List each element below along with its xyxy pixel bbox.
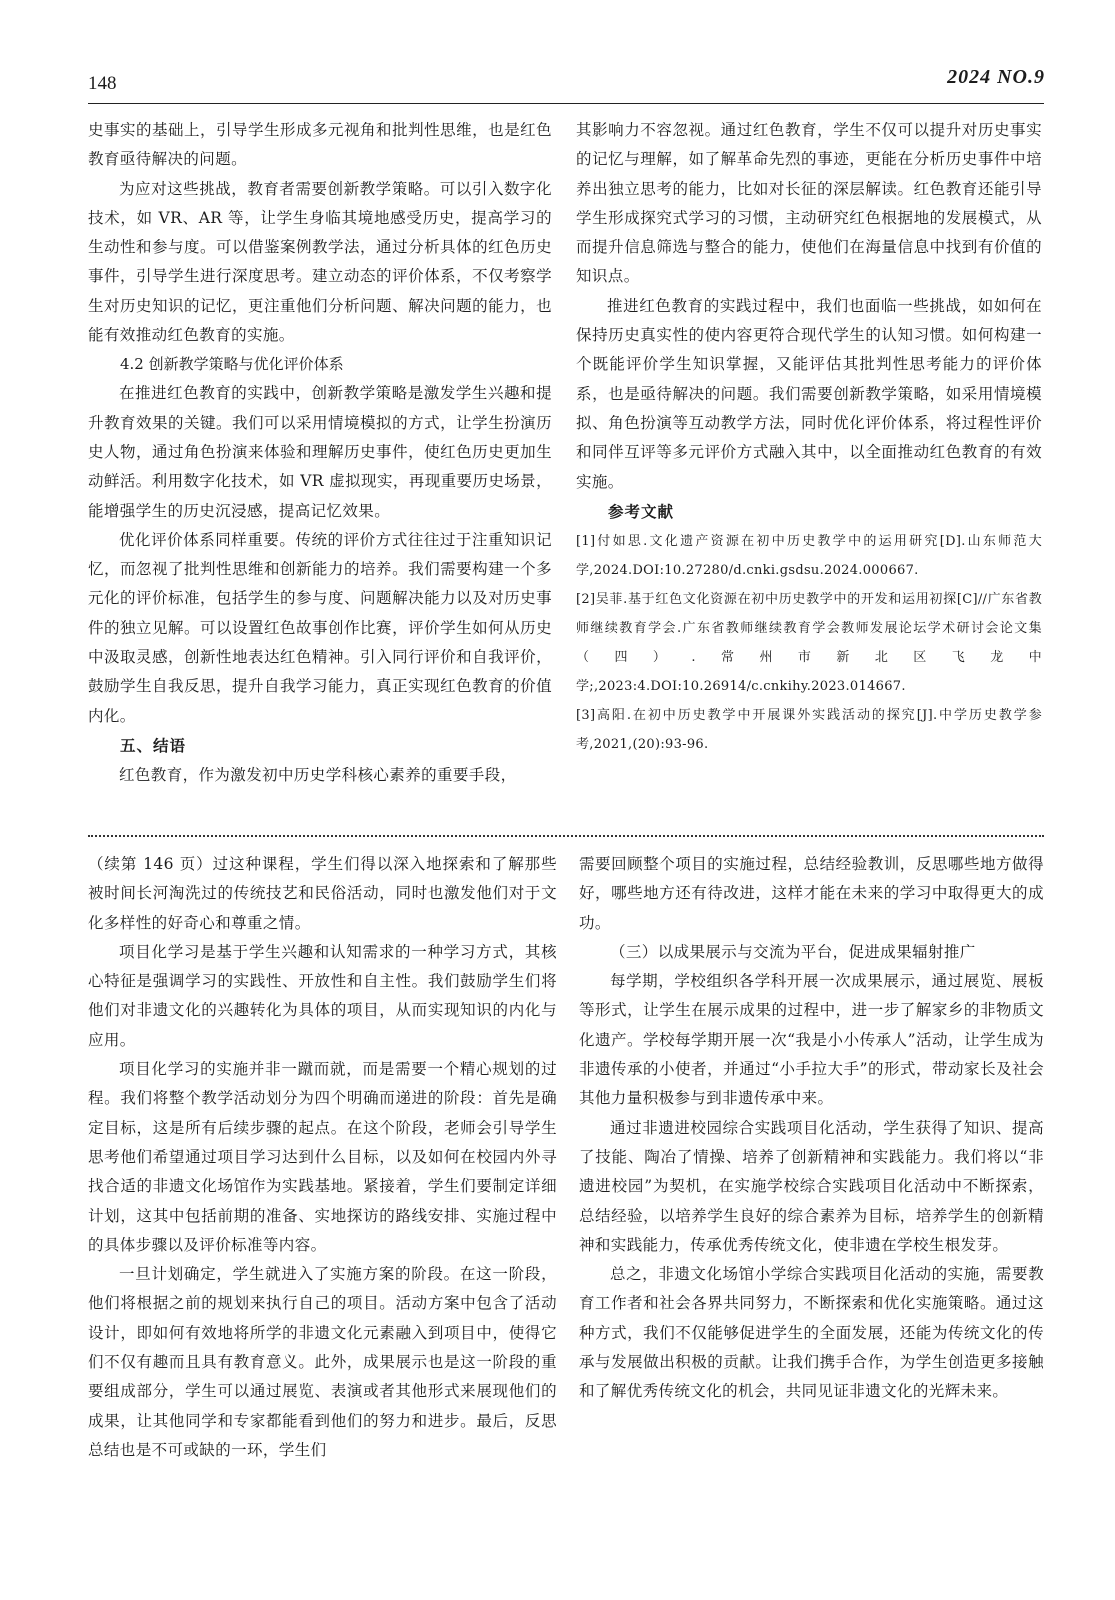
paragraph: 通过非遗进校园综合实践项目化活动，学生获得了知识、提高了技能、陶冶了情操、培养了创新精神和实践能力。我们将以“非遗进校园”为契机，在实施学校综合实践项目化活动中不断探索，总结经验，以培养学生良好的综合素养为目标，培养学生的创新精神和实践能力，传承优秀传统文化，使非遗在学校生根发芽。 — [579, 1118, 1044, 1254]
reference-item: [1]付如思.文化遗产资源在初中历史教学中的运用研究[D].山东师范大学,2024.DOI:10.27280/d.cnki.gsdsu.2024.000667. — [576, 533, 1042, 578]
subsection-heading: （三）以成果展示与交流为平台，促进成果辐射推广 — [610, 942, 976, 961]
page-number: 148 — [88, 73, 117, 94]
paragraph: （续第 146 页）过这种课程，学生们得以深入地探索和了解那些被时间长河淘洗过的传统技艺和民俗活动，同时也激发他们对于文化多样性的好奇心和尊重之情。 — [88, 855, 557, 932]
paragraph: 史事实的基础上，引导学生形成多元视角和批判性思维，也是红色教育亟待解决的问题。 — [88, 121, 552, 169]
paragraph: 在推进红色教育的实践中，创新教学策略是激发学生兴趣和提升教育效果的关键。我们可以采用情境模拟的方式，让学生扮演历史人物，通过角色扮演来体验和理解历史事件，使红色历史更加生动鲜活。利用数字化技术，如 VR 虚拟现实，再现重要历史场景，能增强学生的历史沉浸感，提高记忆效果。 — [88, 384, 552, 520]
header-rule — [88, 103, 1044, 104]
paragraph: 总之，非遗文化场馆小学综合实践项目化活动的实施，需要教育工作者和社会各界共同努力，不断探索和优化实施策略。通过这种方式，我们不仅能够促进学生的全面发展，还能为传统文化的传承与发展做出积极的贡献。让我们携手合作，为学生创造更多接触和了解优秀传统文化的机会，共同见证非遗文化的光辉未来。 — [579, 1265, 1044, 1401]
section-heading: 五、结语 — [120, 735, 187, 755]
subsection-heading: 4.2 创新教学策略与优化评价体系 — [120, 355, 344, 374]
paragraph: 一旦计划确定，学生就进入了实施方案的阶段。在这一阶段，他们将根据之前的规划来执行自己的项目。活动方案中包含了活动设计，即如何有效地将所学的非遗文化元素融入到项目中，使得它们不仅有趣而且具有教育意义。此外，成果展示也是这一阶段的重要组成部分，学生可以通过展览、表演或者其他形式来展现他们的成果，让其他同学和专家都能看到他们的努力和进步。最后，反思总结也是不可或缺的一环，学生们 — [88, 1265, 557, 1459]
top-right-column — [576, 116, 1042, 759]
issue-label: 2024 NO.9 — [947, 66, 1045, 88]
paragraph: 项目化学习是基于学生兴趣和认知需求的一种学习方式，其核心特征是强调学习的实践性、开放性和自主性。我们鼓励学生们将他们对非遗文化的兴趣转化为具体的项目，从而实现知识的内化与应用。 — [88, 942, 557, 1049]
paragraph: 需要回顾整个项目的实施过程，总结经验教训，反思哪些地方做得好，哪些地方还有待改进，这样才能在未来的学习中取得更大的成功。 — [579, 855, 1044, 932]
top-left-column — [88, 116, 552, 790]
paragraph: 优化评价体系同样重要。传统的评价方式往往过于注重知识记忆，而忽视了批判性思维和创新能力的培养。我们需要构建一个多元化的评价标准，包括学生的参与度、问题解决能力以及对历史事件的独立见解。可以设置红色故事创作比赛，评价学生如何从历史中汲取灵感，创新性地表达红色精神。引入同行评价和自我评价，鼓励学生自我反思，提升自我学习能力，真正实现红色教育的价值内化。 — [88, 530, 552, 725]
bottom-left-column — [88, 850, 557, 1465]
bottom-right-column — [579, 850, 1044, 1407]
paragraph: 推进红色教育的实践过程中，我们也面临一些挑战，如如何在保持历史真实性的使内容更符合现代学生的认知习惯。如何构建一个既能评价学生知识掌握，又能评估其批判性思考能力的评价体系，也是亟待解决的问题。我们需要创新教学策略，如采用情境模拟、角色扮演等互动教学方法，同时优化评价体系，将过程性评价和同伴互评等多元评价方式融入其中，以全面推动红色教育的有效实施。 — [576, 296, 1042, 491]
paragraph: 红色教育，作为激发初中历史学科核心素养的重要手段， — [119, 765, 517, 784]
references-heading: 参考文献 — [608, 501, 675, 521]
reference-item: [3]高阳.在初中历史教学中开展课外实践活动的探究[J].中学历史教学参考,2021,(20):93-96. — [576, 707, 1042, 752]
paragraph: 其影响力不容忽视。通过红色教育，学生不仅可以提升对历史事实的记忆与理解，如了解革命先烈的事迹，更能在分析历史事件中培养出独立思考的能力，比如对长征的深层解读。红色教育还能引导学生形成探究式学习的习惯，主动研究红色根据地的发展模式，从而提升信息筛选与整合的能力，使他们在海量信息中找到有价值的知识点。 — [576, 121, 1042, 286]
paragraph: 为应对这些挑战，教育者需要创新教学策略。可以引入数字化技术，如 VR、AR 等，让学生身临其境地感受历史，提高学习的生动性和参与度。可以借鉴案例教学法，通过分析具体的红色历史事件，引导学生进行深度思考。建立动态的评价体系，不仅考察学生对历史知识的记忆，更注重他们分析问题、解决问题的能力，也能有效推动红色教育的实施。 — [88, 179, 552, 345]
paragraph: 每学期，学校组织各学科开展一次成果展示，通过展览、展板等形式，让学生在展示成果的过程中，进一步了解家乡的非物质文化遗产。学校每学期开展一次“我是小小传承人”活动，让学生成为非遗传承的小使者，并通过“小手拉大手”的形式，带动家长及社会其他力量积极参与到非遗传承中来。 — [579, 972, 1044, 1108]
paragraph: 项目化学习的实施并非一蹴而就，而是需要一个精心规划的过程。我们将整个教学活动划分为四个明确而递进的阶段：首先是确定目标，这是所有后续步骤的起点。在这个阶段，老师会引导学生思考他们希望通过项目学习达到什么目标，以及如何在校园内外寻找合适的非遗文化场馆作为实践基地。紧接着，学生们要制定详细计划，这其中包括前期的准备、实地探访的路线安排、实施过程中的具体步骤以及评价标准等内容。 — [88, 1060, 557, 1254]
article-separator — [88, 835, 1044, 837]
reference-item: [2]吴菲.基于红色文化资源在初中历史教学中的开发和运用初探[C]//广东省教师继续教育学会.广东省教师继续教育学会教师发展论坛学术研讨会论文集（四）.常州市新北区飞龙中学;,2023:4.DOI:10.26914/c.cnkihy.2023.014667. — [576, 591, 1042, 694]
